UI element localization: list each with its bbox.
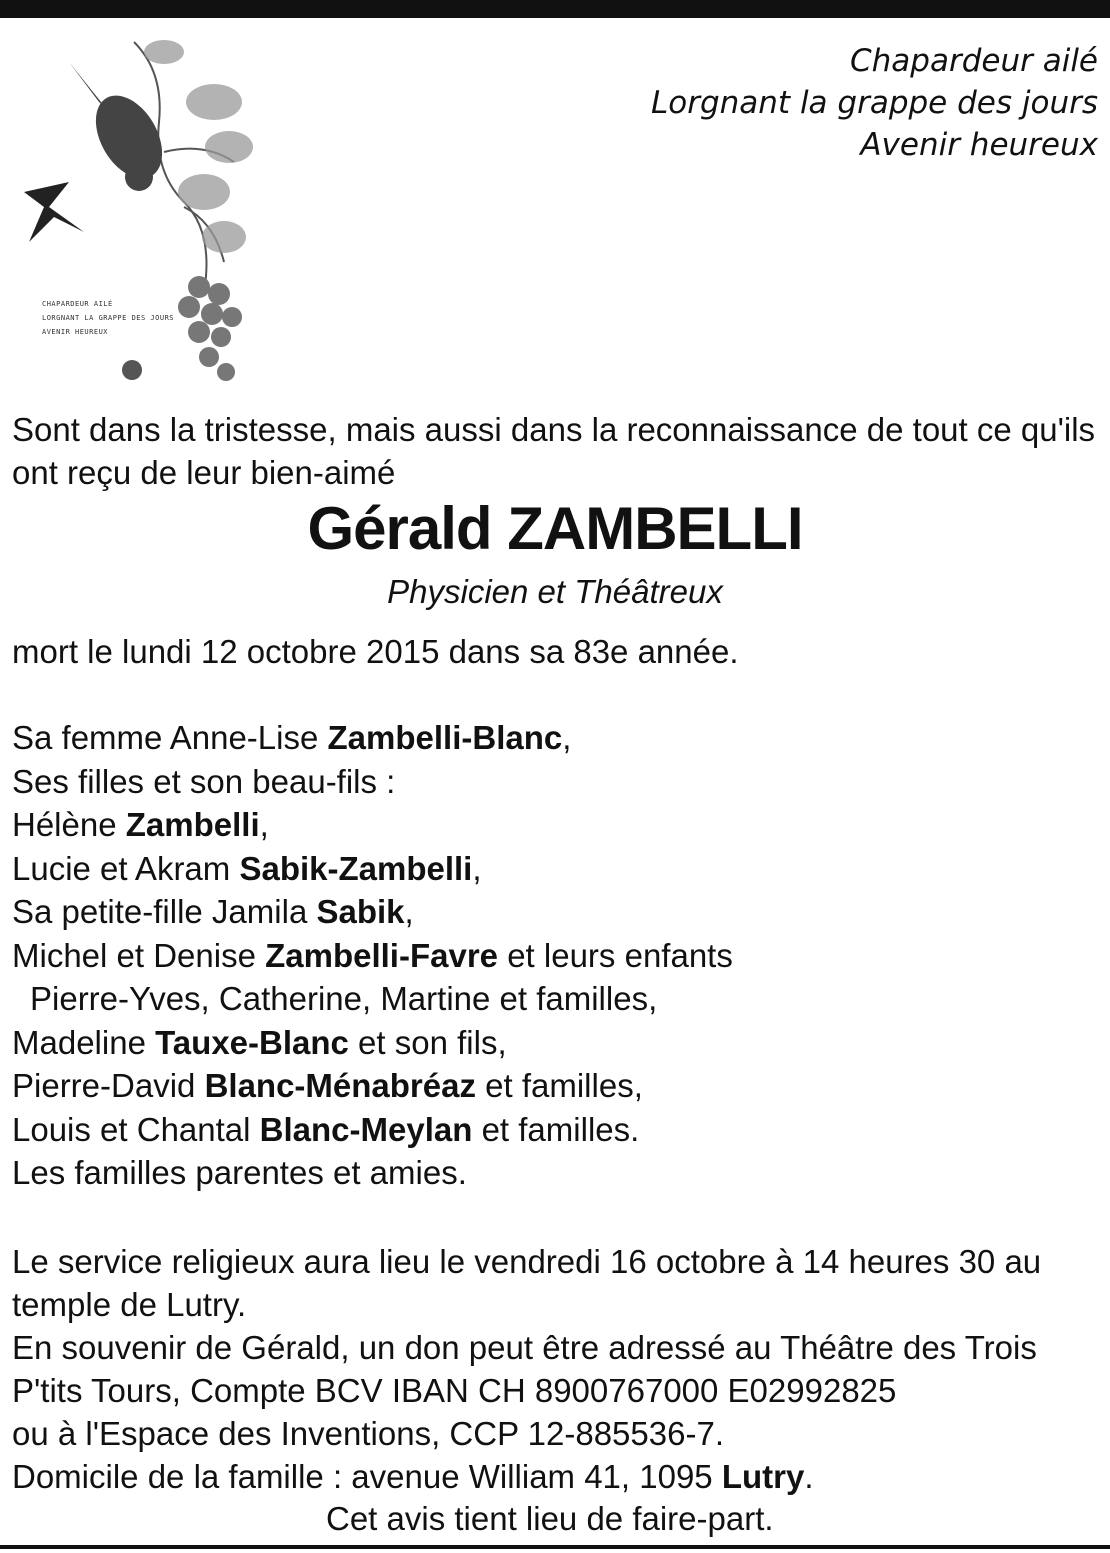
family-line: Les familles parentes et amies. [12, 1154, 467, 1191]
family-line: Ses filles et son beau-fils : [12, 762, 396, 800]
illustration-caption-2: LORGNANT LA GRAPPE DES JOURS [42, 314, 175, 322]
bird-grapes-illustration [14, 32, 254, 392]
swallow [24, 182, 84, 242]
haiku [651, 40, 1098, 166]
closing-line: Cet avis tient lieu de faire-part. [326, 1500, 774, 1537]
family-line: Louis et Chantal Blanc-Meylan et familles. [12, 1110, 640, 1148]
haiku-line-2: Lorgnant la grappe des jours [650, 85, 1098, 121]
family-line: Sa petite-fille Jamila Sabik, [12, 893, 414, 930]
haiku-line-3: Avenir heureux [860, 127, 1098, 163]
top-rule [0, 0, 1110, 18]
bottom-rule [0, 1545, 1110, 1549]
deceased-name: Gérald ZAMBELLI [307, 495, 803, 562]
grape-cluster [122, 276, 242, 381]
family-line: Michel et Denise Zambelli-Favre et leurs enfants [12, 936, 733, 974]
intro-text [12, 408, 1095, 494]
family-line: Hélène Zambelli, [12, 806, 269, 843]
seal-stamp [122, 360, 142, 380]
service-line: Le service religieux aura lieu le vendredi 16 octobre à 14 heures 30 au [12, 1243, 1042, 1280]
family-line: Pierre-Yves, Catherine, Martine et familles, [30, 980, 658, 1017]
ink-painting [14, 32, 254, 392]
intro-line-2: ont reçu de leur bien-aimé [12, 454, 396, 491]
family-line: Madeline Tauxe-Blanc et son fils, [12, 1023, 507, 1061]
death-notice: mort le lundi 12 octobre 2015 dans sa 83e année. [12, 633, 739, 670]
bird [69, 62, 176, 191]
service-line: ou à l'Espace des Inventions, CCP 12-885536-7. [12, 1415, 724, 1452]
service-line: En souvenir de Gérald, un don peut être adressé au Théâtre des Trois [12, 1329, 1037, 1366]
service-line: P'tits Tours, Compte BCV IBAN CH 8900767000 E02992825 [12, 1372, 897, 1409]
family-line: Pierre-David Blanc-Ménabréaz et familles, [12, 1067, 643, 1104]
illustration-caption-1: CHAPARDEUR AILÉ [42, 300, 113, 308]
service-info [12, 1240, 1041, 1498]
domicile-line: Domicile de la famille : avenue William 41, 1095 Lutry. [12, 1458, 814, 1495]
family-line: Sa femme Anne-Lise Zambelli-Blanc, [12, 719, 572, 756]
service-line: temple de Lutry. [12, 1286, 247, 1323]
family-line: Lucie et Akram Sabik-Zambelli, [12, 849, 482, 887]
illustration-caption-3: AVENIR HEUREUX [42, 328, 109, 336]
intro-line-1: Sont dans la tristesse, mais aussi dans la reconnaissance de tout ce qu'ils [12, 411, 1096, 448]
family-list [12, 716, 733, 1195]
haiku-line-1: Chapardeur ailé [850, 43, 1098, 79]
deceased-title: Physicien et Théâtreux [387, 573, 723, 610]
